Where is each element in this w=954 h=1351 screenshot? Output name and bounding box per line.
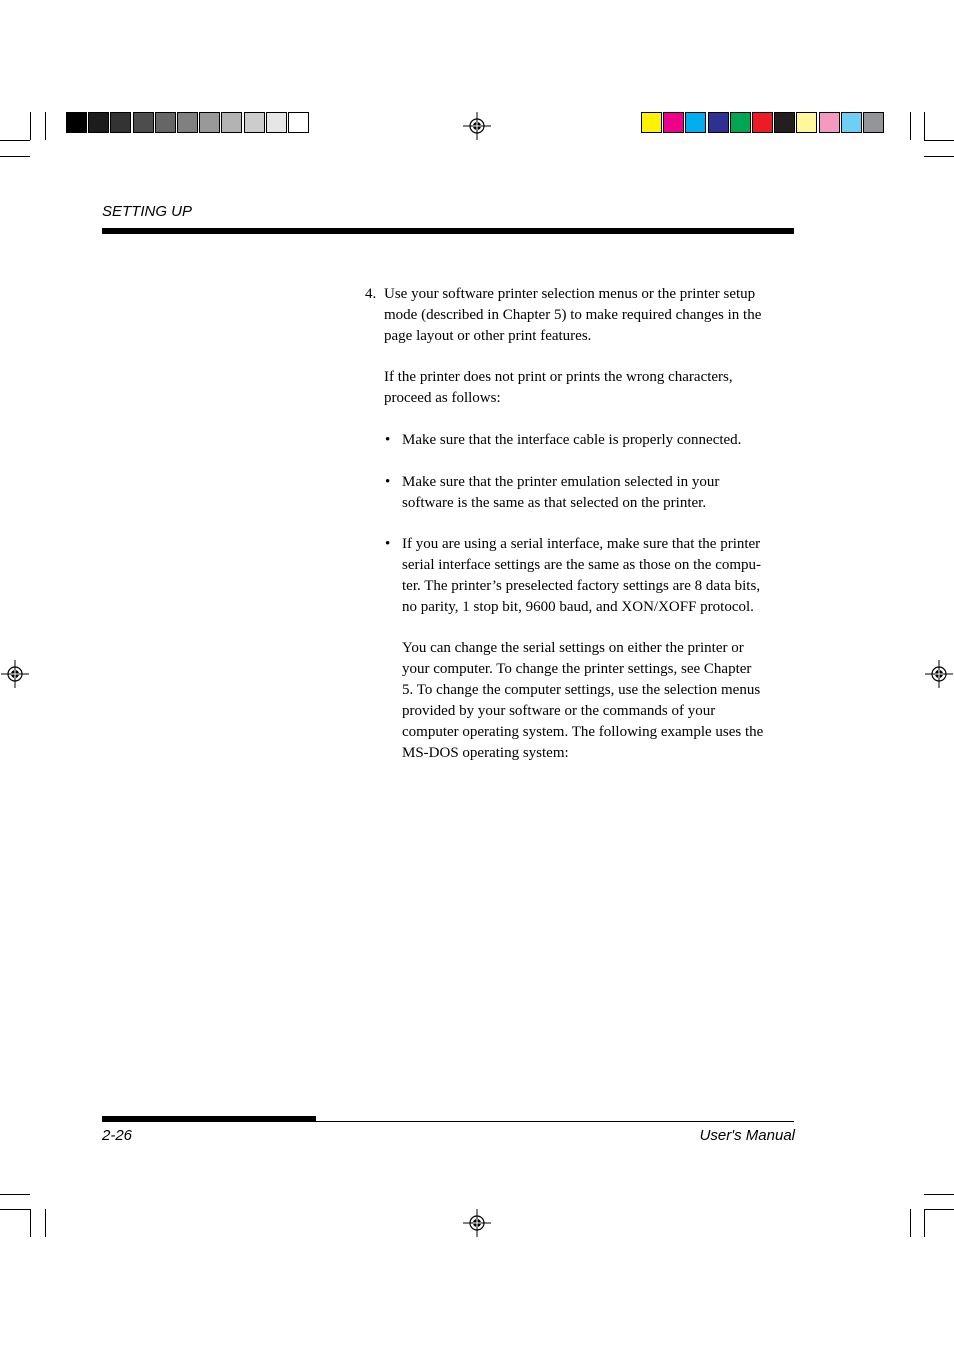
registration-mark-icon: [463, 1209, 491, 1237]
color-swatch: [244, 112, 265, 133]
text-line: ter. The printer’s preselected factory settings are 8 data bits,: [402, 578, 761, 594]
footer-thin-rule: [316, 1121, 794, 1122]
color-swatch: [177, 112, 198, 133]
text-line: You can change the serial settings on either the printer or: [402, 640, 744, 656]
step-number: 4.: [365, 286, 377, 302]
crop-mark: [924, 1209, 925, 1237]
crop-mark: [910, 1209, 911, 1237]
crop-mark: [30, 1209, 31, 1237]
text-line: Make sure that the interface cable is properly connected.: [402, 432, 742, 448]
text-line: Use your software printer selection menus or the printer setup: [384, 286, 756, 302]
color-swatch: [88, 112, 109, 133]
text-line: If you are using a serial interface, make sure that the printer: [402, 536, 761, 552]
crop-mark: [0, 156, 30, 157]
color-swatch: [708, 112, 729, 133]
color-swatch: [796, 112, 817, 133]
text-line: provided by your software or the commands of your: [402, 703, 716, 719]
serial-note-paragraph: [402, 638, 812, 764]
color-swatch: [752, 112, 773, 133]
color-swatch: [155, 112, 176, 133]
manual-title: User's Manual: [699, 1127, 795, 1144]
text-line: If the printer does not print or prints the wrong characters,: [384, 369, 733, 385]
color-swatch: [841, 112, 862, 133]
text-line: page layout or other print features.: [384, 328, 592, 344]
text-line: mode (described in Chapter 5) to make required changes in the: [384, 307, 762, 323]
registration-mark-icon: [1, 660, 29, 688]
crop-mark: [45, 112, 46, 140]
crop-mark: [924, 112, 925, 140]
color-swatch: [774, 112, 795, 133]
crop-mark: [0, 140, 30, 141]
registration-mark-icon: [463, 112, 491, 140]
color-swatch: [663, 112, 684, 133]
page-number: 2-26: [102, 1127, 133, 1144]
bullet-icon: •: [385, 536, 391, 552]
color-swatch: [288, 112, 309, 133]
text-line: software is the same as that selected on the printer.: [402, 495, 707, 511]
text-line: MS-DOS operating system:: [402, 745, 569, 761]
bullet-icon: •: [385, 474, 391, 490]
color-swatch: [221, 112, 242, 133]
crop-mark: [0, 1194, 30, 1195]
crop-mark: [45, 1209, 46, 1237]
crop-mark: [0, 1209, 30, 1210]
text-line: Make sure that the printer emulation selected in your: [402, 474, 720, 490]
color-swatch: [266, 112, 287, 133]
bullet-item: [402, 430, 812, 451]
header-rule: [102, 228, 794, 234]
crop-mark: [30, 112, 31, 140]
crop-mark: [910, 112, 911, 140]
text-line: computer operating system. The following example uses the: [402, 724, 764, 740]
color-swatch: [133, 112, 154, 133]
color-swatch: [863, 112, 884, 133]
color-swatch: [730, 112, 751, 133]
bullet-item: [402, 472, 812, 514]
text-line: proceed as follows:: [384, 390, 501, 406]
color-swatch: [819, 112, 840, 133]
color-swatch: [66, 112, 87, 133]
crop-mark: [924, 1209, 954, 1210]
crop-mark: [924, 140, 954, 141]
text-line: no parity, 1 stop bit, 9600 baud, and XON/XOFF protocol.: [402, 599, 754, 615]
color-swatch: [199, 112, 220, 133]
bullet-item: [402, 534, 812, 618]
intro-paragraph: [384, 367, 804, 409]
section-title: SETTING UP: [102, 203, 193, 220]
color-swatch: [641, 112, 662, 133]
color-swatch: [685, 112, 706, 133]
crop-mark: [924, 156, 954, 157]
text-line: your computer. To change the printer settings, see Chapter: [402, 661, 752, 677]
text-line: 5. To change the computer settings, use the selection menus: [402, 682, 761, 698]
color-swatch: [110, 112, 131, 133]
registration-mark-icon: [925, 660, 953, 688]
bullet-icon: •: [385, 432, 391, 448]
step-paragraph: [384, 284, 804, 347]
text-line: serial interface settings are the same as those on the compu-: [402, 557, 762, 573]
footer-thick-rule: [102, 1116, 316, 1122]
crop-mark: [924, 1194, 954, 1195]
